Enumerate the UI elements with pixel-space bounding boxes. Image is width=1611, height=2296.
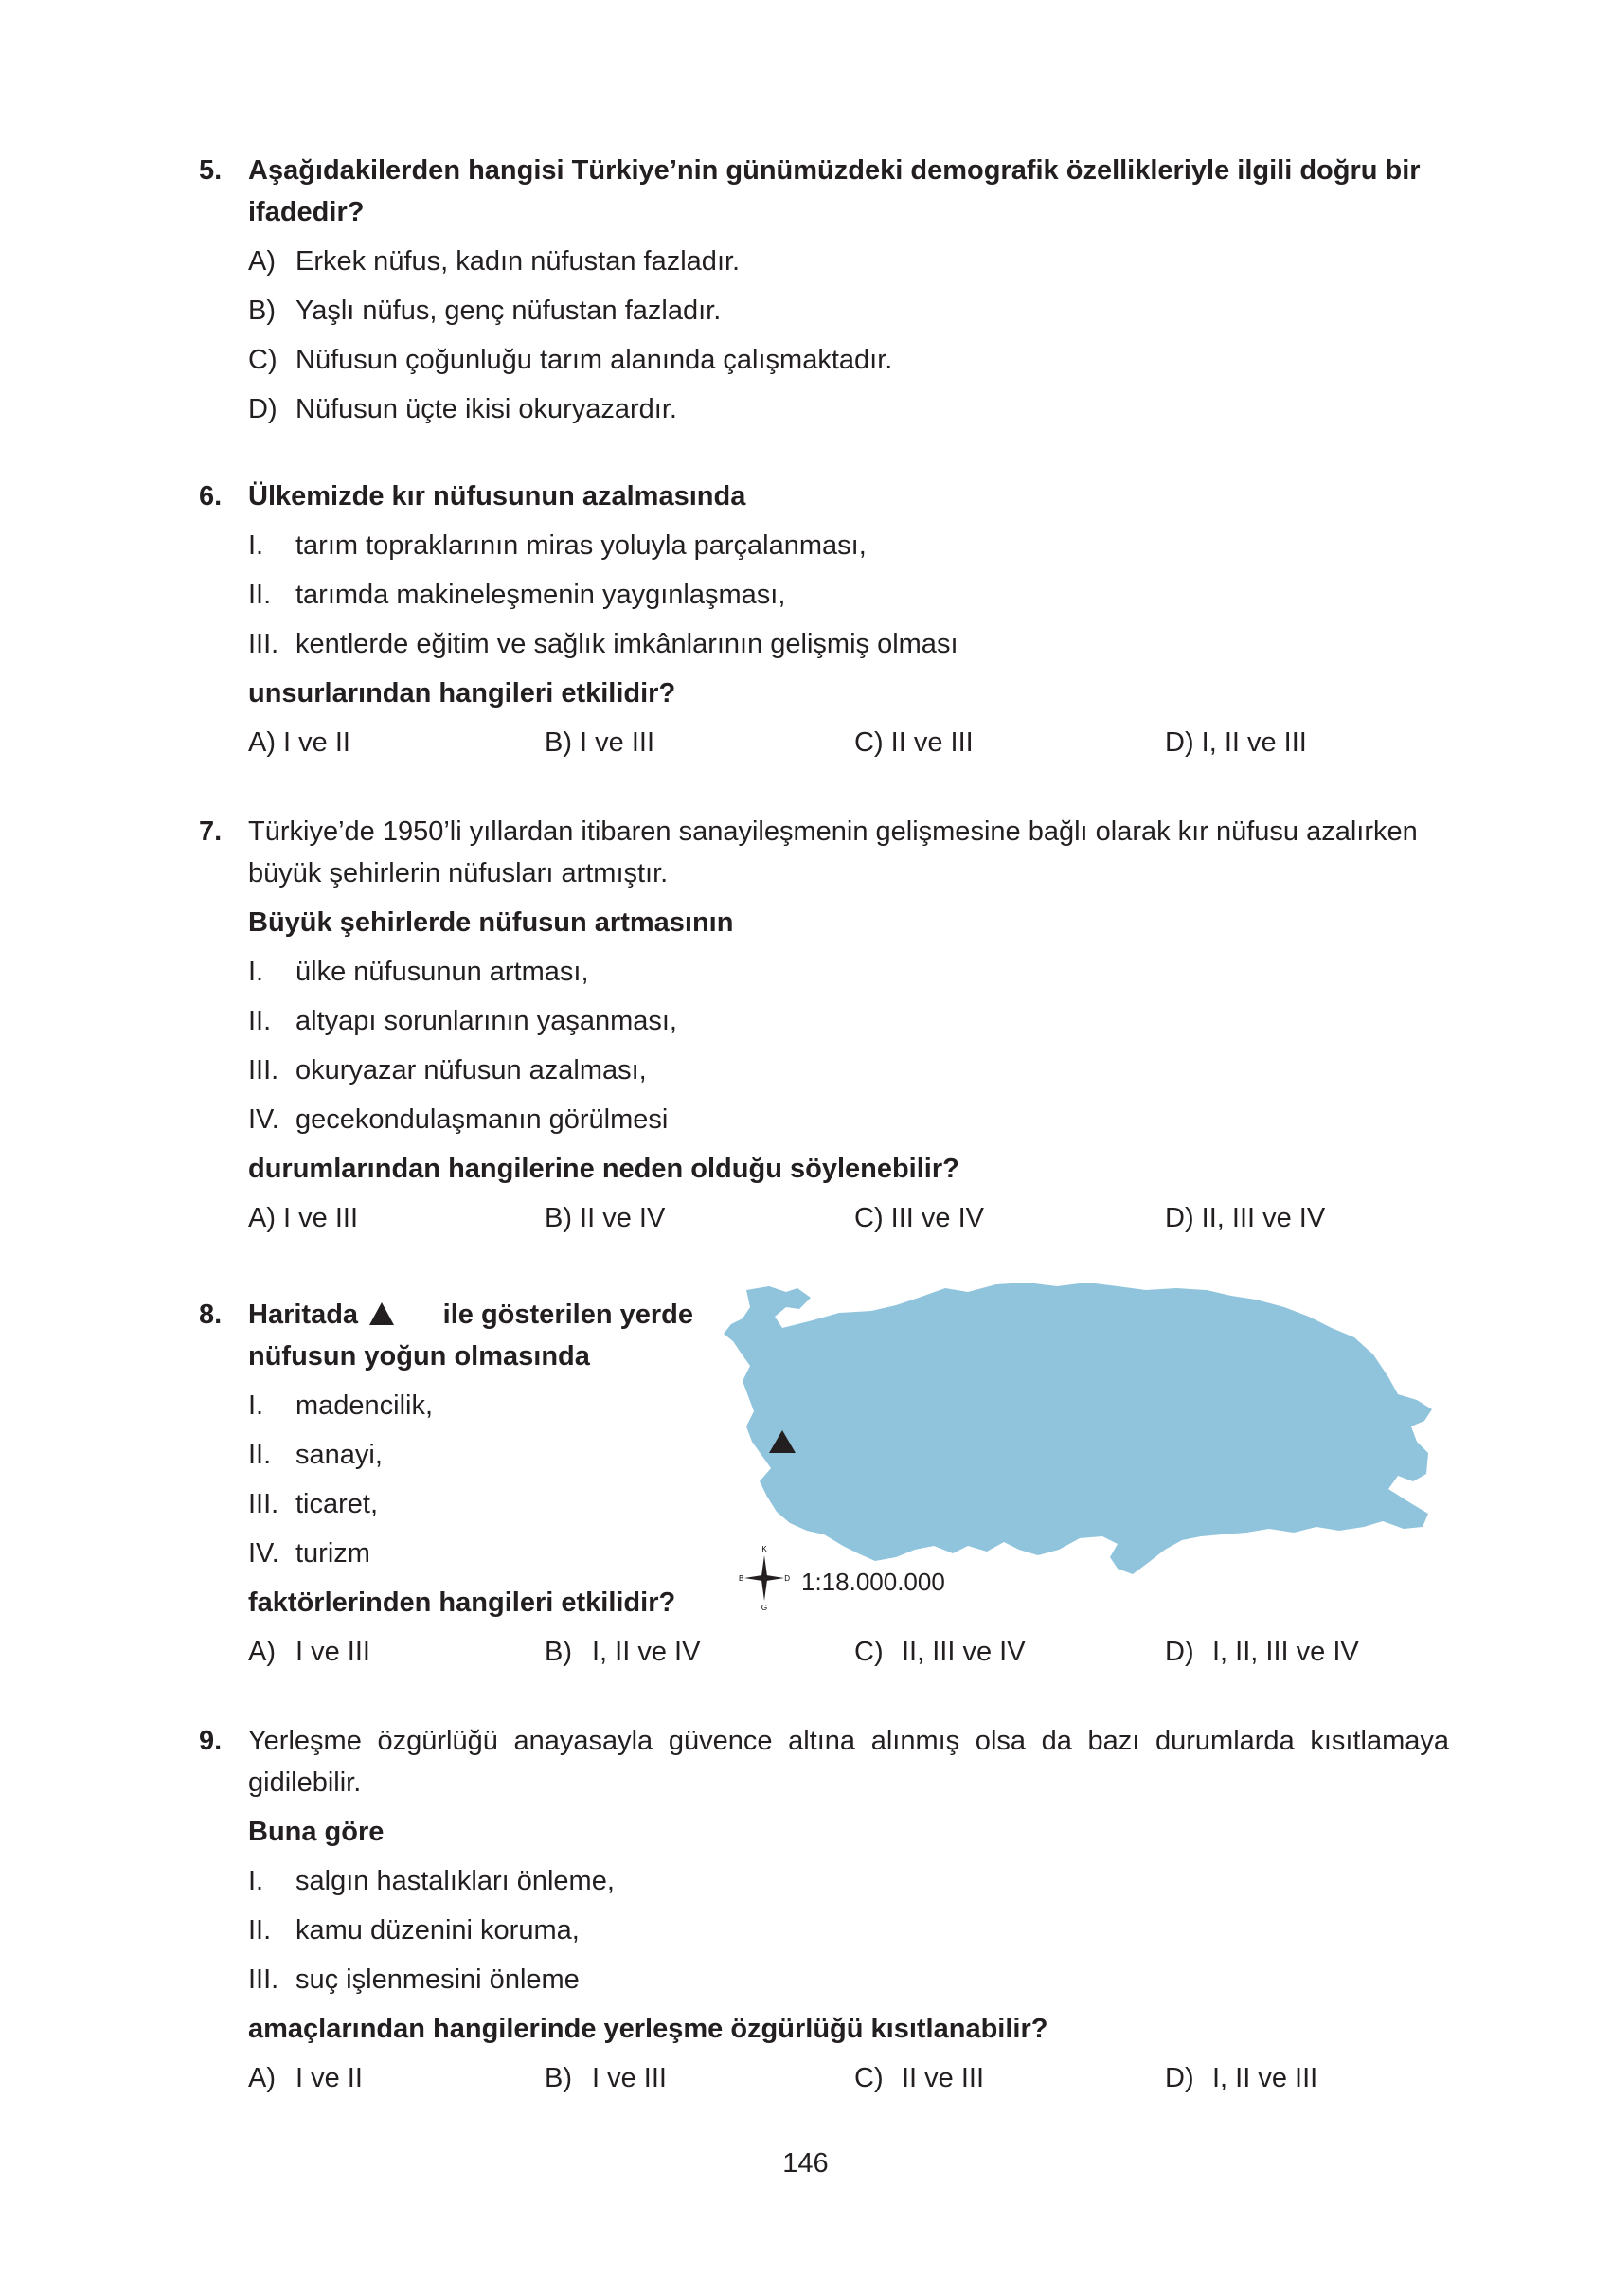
option-label: C) xyxy=(248,345,277,375)
roman-numeral: II. xyxy=(248,1915,272,1946)
stem-text: Haritada xyxy=(248,1300,359,1330)
question-prompt: faktörlerinden hangileri etkilidir? xyxy=(248,1587,676,1618)
turkey-landmass xyxy=(724,1283,1432,1574)
choice-b[interactable]: B) I ve III xyxy=(545,727,655,758)
option-d[interactable] xyxy=(248,388,677,430)
choice-d[interactable]: D) II, III ve IV xyxy=(1165,1203,1326,1233)
choice-b[interactable] xyxy=(545,1631,700,1673)
list-item xyxy=(248,1959,580,2000)
list-item-text: kamu düzenini koruma, xyxy=(295,1915,580,1946)
question-lead: Buna göre xyxy=(248,1817,385,1847)
question-stem-line-2: gidilebilir. xyxy=(248,1767,362,1798)
choice-text: II, III ve IV xyxy=(902,1637,1026,1667)
roman-numeral: IV. xyxy=(248,1538,279,1569)
question-prompt: unsurlarından hangileri etkilidir? xyxy=(248,678,676,709)
choice-text: I, II ve IV xyxy=(592,1637,701,1667)
roman-numeral: I. xyxy=(248,1390,264,1421)
stem-text: ile gösterilen yerde xyxy=(442,1300,693,1330)
choice-d[interactable] xyxy=(1165,2057,1317,2099)
list-item-text: ticaret, xyxy=(295,1489,379,1519)
choice-text: I, II ve III xyxy=(1212,2063,1318,2093)
list-item xyxy=(248,1049,647,1091)
map-scale: 1:18.000.000 xyxy=(801,1568,945,1596)
question-number: 8. xyxy=(199,1300,223,1330)
question-number: 6. xyxy=(199,481,223,511)
question-stem: Ülkemizde kır nüfusunun azalmasında xyxy=(248,481,746,511)
list-item xyxy=(248,1910,580,1951)
page-number: 146 xyxy=(782,2148,829,2179)
roman-numeral: II. xyxy=(248,1006,272,1036)
option-c[interactable] xyxy=(248,339,892,381)
roman-numeral: I. xyxy=(248,1866,264,1896)
roman-numeral: III. xyxy=(248,1489,279,1519)
compass-east-label: D xyxy=(784,1574,790,1583)
option-label: B) xyxy=(248,296,276,326)
list-item-text: kentlerde eğitim ve sağlık imkânlarının gelişmiş olması xyxy=(295,629,958,659)
list-item xyxy=(248,574,785,616)
list-item xyxy=(248,1434,383,1476)
choice-a[interactable] xyxy=(248,2057,363,2099)
option-label: D) xyxy=(248,394,277,424)
question-prompt: durumlarından hangilerine neden olduğu söylenebilir? xyxy=(248,1154,959,1184)
list-item xyxy=(248,1385,433,1426)
question-lead: Büyük şehirlerde nüfusun artmasının xyxy=(248,907,734,938)
roman-numeral: III. xyxy=(248,1055,279,1085)
choice-b[interactable]: B) II ve IV xyxy=(545,1203,666,1233)
choice-text: I ve III xyxy=(295,1637,370,1667)
list-item-text: ülke nüfusunun artması, xyxy=(295,957,589,987)
choice-text: I ve II xyxy=(295,2063,363,2093)
choice-label: C) xyxy=(854,2063,884,2093)
list-item xyxy=(248,623,958,665)
choice-label: A) xyxy=(248,2063,276,2093)
choice-label: A) xyxy=(248,1637,276,1667)
list-item-text: gecekondulaşmanın görülmesi xyxy=(295,1104,669,1135)
question-number: 9. xyxy=(199,1726,223,1756)
roman-numeral: III. xyxy=(248,629,279,659)
list-item-text: okuryazar nüfusun azalması, xyxy=(295,1055,647,1085)
list-item-text: altyapı sorunlarının yaşanması, xyxy=(295,1006,677,1036)
list-item xyxy=(248,1533,370,1574)
list-item-text: tarım topraklarının miras yoluyla parçalanması, xyxy=(295,530,867,561)
choice-text: I ve III xyxy=(592,2063,667,2093)
question-stem-line-1: Türkiye’de 1950’li yıllardan itibaren sanayileşmenin gelişmesine bağlı olarak kır nüfusu azalırken xyxy=(248,816,1418,847)
triangle-marker-icon xyxy=(369,1302,394,1325)
roman-numeral: I. xyxy=(248,530,264,561)
compass-rose-icon xyxy=(737,1544,792,1612)
choice-text: II ve III xyxy=(902,2063,985,2093)
list-item xyxy=(248,1000,677,1042)
question-prompt: amaçlarından hangilerinde yerleşme özgürlüğü kısıtlanabilir? xyxy=(248,2014,1048,2044)
option-label: A) xyxy=(248,246,276,277)
choice-label: C) xyxy=(854,1637,884,1667)
list-item-text: turizm xyxy=(295,1538,370,1569)
list-item-text: madencilik, xyxy=(295,1390,434,1421)
choice-a[interactable]: A) I ve III xyxy=(248,1203,359,1233)
choice-label: D) xyxy=(1165,2063,1194,2093)
list-item xyxy=(248,1860,615,1902)
choice-label: B) xyxy=(545,1637,572,1667)
list-item-text: tarımda makineleşmenin yaygınlaşması, xyxy=(295,580,786,610)
question-number: 7. xyxy=(199,816,223,847)
list-item xyxy=(248,1483,378,1525)
choice-d[interactable]: D) I, II ve III xyxy=(1165,727,1307,758)
list-item-text: suç işlenmesini önleme xyxy=(295,1964,580,1995)
roman-numeral: I. xyxy=(248,957,264,987)
choice-label: D) xyxy=(1165,1637,1194,1667)
option-a[interactable] xyxy=(248,241,740,282)
question-stem-line-2: nüfusun yoğun olmasında xyxy=(248,1341,590,1372)
choice-c[interactable] xyxy=(854,1631,1026,1673)
choice-a[interactable]: A) I ve II xyxy=(248,727,350,758)
list-item xyxy=(248,525,867,566)
choice-a[interactable] xyxy=(248,1631,370,1673)
option-text: Nüfusun üçte ikisi okuryazardır. xyxy=(295,394,677,424)
choice-b[interactable] xyxy=(545,2057,667,2099)
roman-numeral: II. xyxy=(248,1440,272,1470)
option-text: Nüfusun çoğunluğu tarım alanında çalışmaktadır. xyxy=(295,345,893,375)
question-stem-line-1 xyxy=(248,1294,693,1336)
option-b[interactable] xyxy=(248,290,721,332)
roman-numeral: IV. xyxy=(248,1104,279,1135)
question-stem-line-2: ifadedir? xyxy=(248,197,365,227)
list-item-text: sanayi, xyxy=(295,1440,383,1470)
choice-d[interactable] xyxy=(1165,1631,1359,1673)
compass-north-label: K xyxy=(761,1545,767,1553)
turkey-map xyxy=(720,1279,1449,1582)
list-item xyxy=(248,951,589,993)
list-item xyxy=(248,1099,668,1140)
choice-c[interactable] xyxy=(854,2057,984,2099)
choice-label: B) xyxy=(545,2063,572,2093)
roman-numeral: III. xyxy=(248,1964,279,1995)
question-stem-line-1: Yerleşme özgürlüğü anayasayla güvence altına alınmış olsa da bazı durumlarda kısıtlamaya xyxy=(248,1726,1449,1756)
roman-numeral: II. xyxy=(248,580,272,610)
choice-c[interactable]: C) II ve III xyxy=(854,727,974,758)
compass-south-label: G xyxy=(761,1604,768,1612)
question-number: 5. xyxy=(199,155,223,186)
question-stem-line-1: Aşağıdakilerden hangisi Türkiye’nin günümüzdeki demografik özellikleriyle ilgili doğru bir xyxy=(248,155,1421,186)
option-text: Erkek nüfus, kadın nüfustan fazladır. xyxy=(295,246,741,277)
question-stem-line-2: büyük şehirlerin nüfusları artmıştır. xyxy=(248,858,669,888)
option-text: Yaşlı nüfus, genç nüfustan fazladır. xyxy=(295,296,722,326)
choice-c[interactable]: C) III ve IV xyxy=(854,1203,984,1233)
compass-west-label: B xyxy=(739,1574,744,1583)
list-item-text: salgın hastalıkları önleme, xyxy=(295,1866,615,1896)
choice-text: I, II, III ve IV xyxy=(1212,1637,1359,1667)
